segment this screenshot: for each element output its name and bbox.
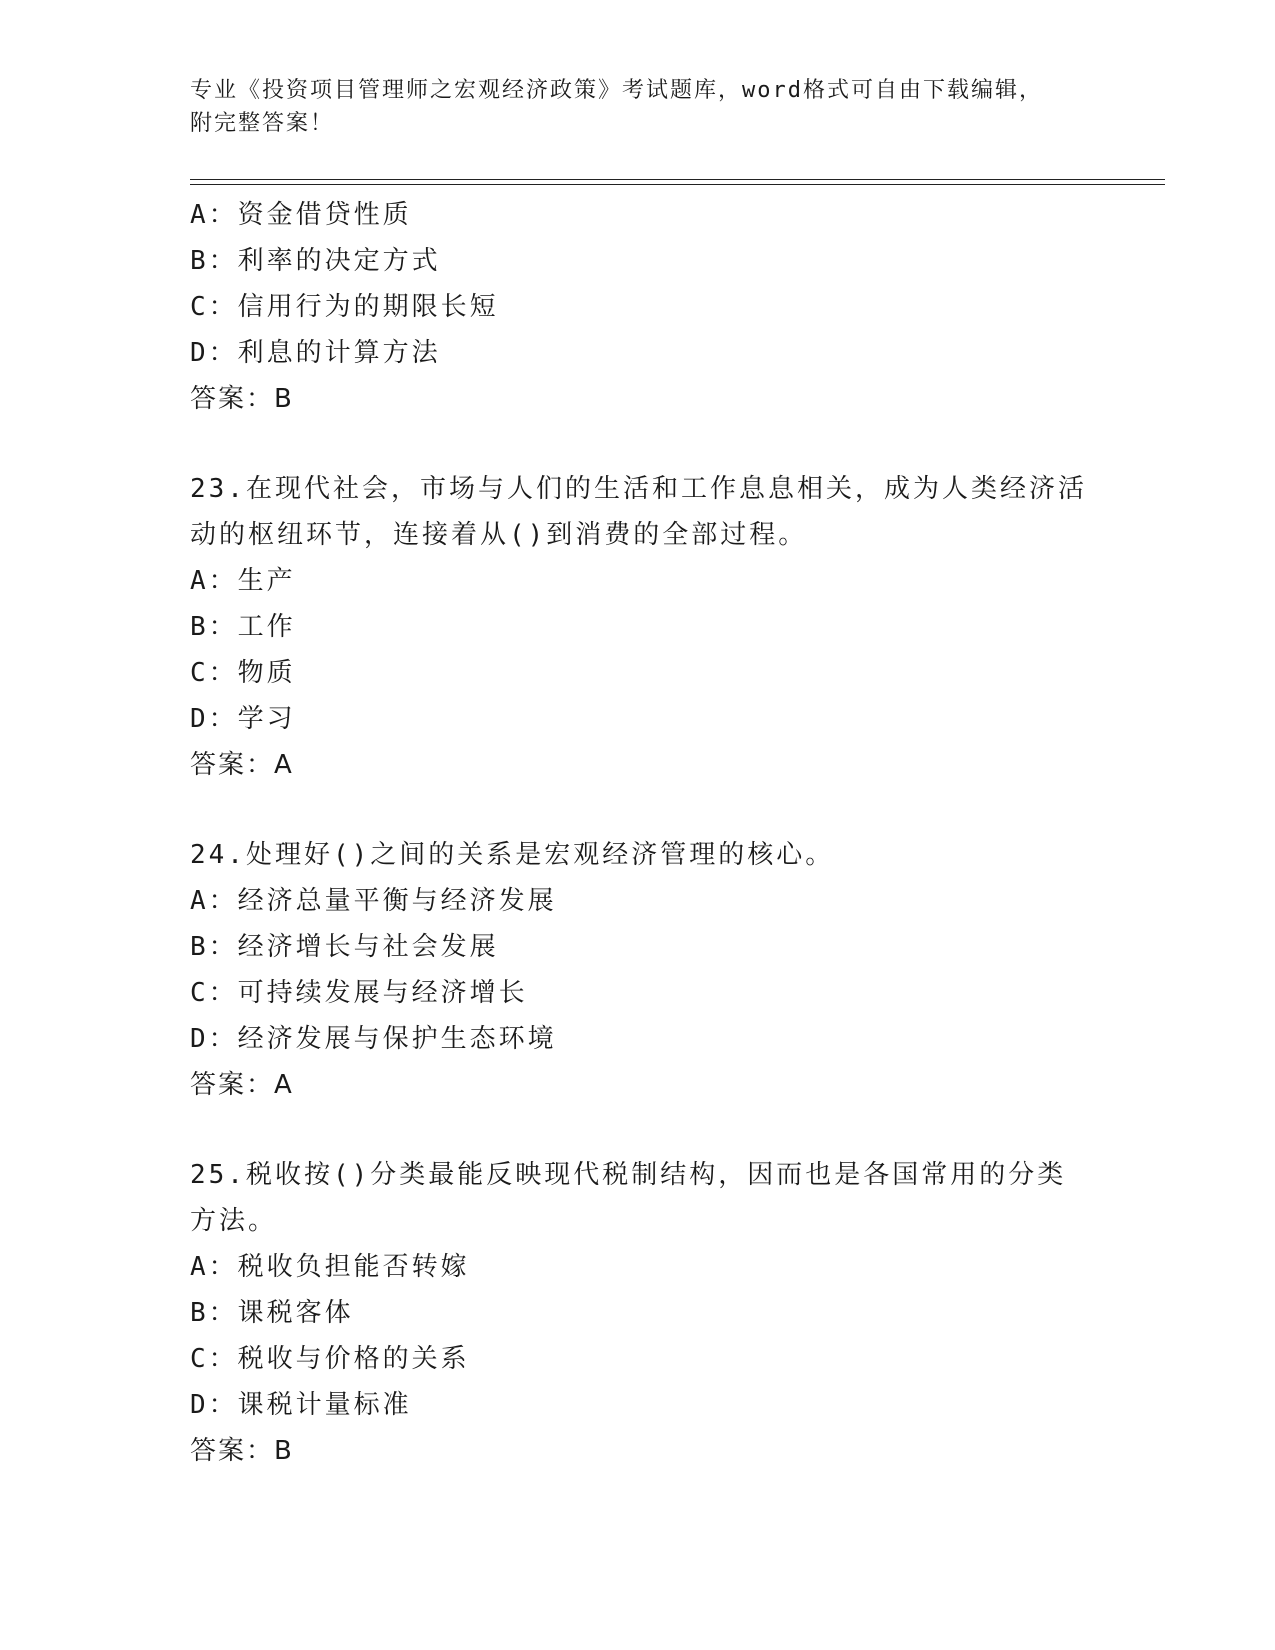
- document-header: [190, 74, 1090, 140]
- answer-line: 答案：B: [190, 1436, 294, 1466]
- document-body: [190, 192, 1090, 1474]
- question-24: [190, 832, 1090, 1108]
- option-d: D：课税计量标准: [190, 1390, 412, 1420]
- option-a: A：税收负担能否转嫁: [190, 1252, 470, 1282]
- option-b: B：课税客体: [190, 1298, 354, 1328]
- option-d: D：学习: [190, 704, 296, 734]
- option-d: D：经济发展与保护生态环境: [190, 1024, 557, 1054]
- question-stem: 24.处理好()之间的关系是宏观经济管理的核心。: [190, 840, 835, 870]
- header-line-2: 附完整答案！: [190, 111, 335, 136]
- question-stem: 25.税收按()分类最能反映现代税制结构，因而也是各国常用的分类方法。: [190, 1160, 1067, 1236]
- option-a: A：资金借贷性质: [190, 200, 412, 230]
- option-c: C：物质: [190, 658, 296, 688]
- option-a: A：生产: [190, 566, 296, 596]
- answer-line: 答案：A: [190, 750, 294, 780]
- option-d: D：利息的计算方法: [190, 338, 441, 368]
- question-22-remainder: [190, 192, 1090, 422]
- header-divider-bottom: [190, 184, 1165, 185]
- question-23: [190, 466, 1090, 788]
- option-a: A：经济总量平衡与经济发展: [190, 886, 557, 916]
- answer-line: 答案：A: [190, 1070, 294, 1100]
- option-c: C：可持续发展与经济增长: [190, 978, 528, 1008]
- option-b: B：经济增长与社会发展: [190, 932, 499, 962]
- question-stem: 23.在现代社会，市场与人们的生活和工作息息相关，成为人类经济活动的枢纽环节，连接着从()到消费的全部过程。: [190, 474, 1087, 550]
- option-b: B：工作: [190, 612, 296, 642]
- header-divider-top: [190, 179, 1165, 180]
- header-line-1: 专业《投资项目管理师之宏观经济政策》考试题库，word格式可自由下载编辑，: [190, 78, 1043, 103]
- option-c: C：信用行为的期限长短: [190, 292, 499, 322]
- question-25: [190, 1152, 1090, 1474]
- option-b: B：利率的决定方式: [190, 246, 441, 276]
- answer-line: 答案：B: [190, 384, 294, 414]
- option-c: C：税收与价格的关系: [190, 1344, 470, 1374]
